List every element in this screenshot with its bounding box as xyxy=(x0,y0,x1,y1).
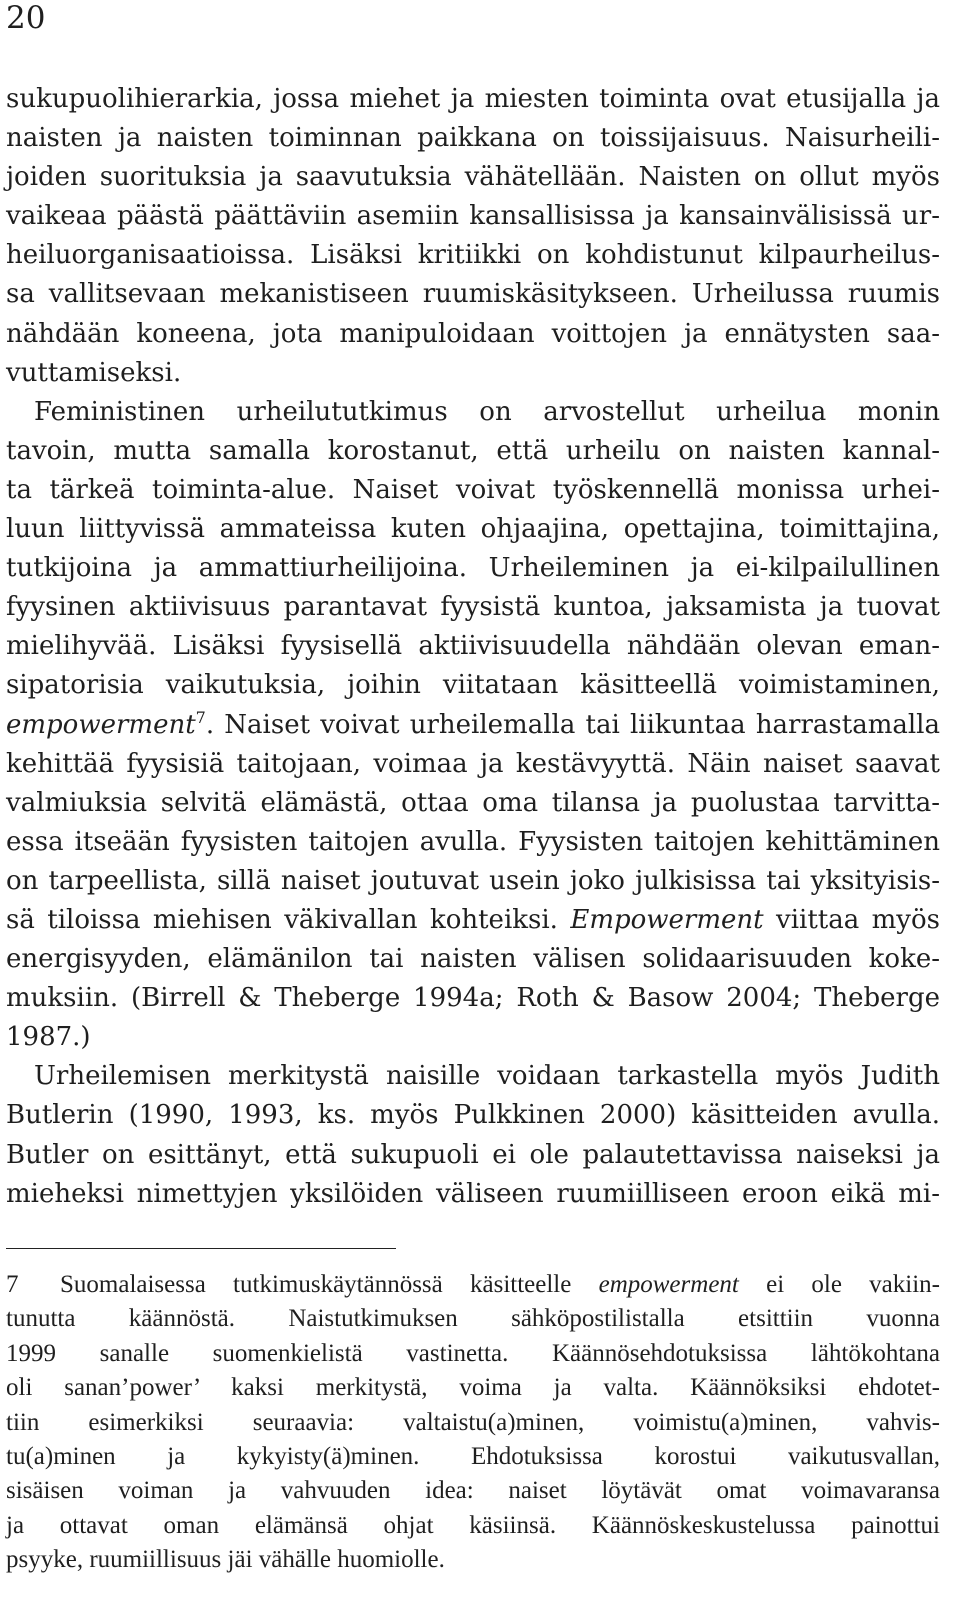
body-line-pre: sä tiloissa miehisen väkivallan kohteiksi. xyxy=(6,904,571,935)
footnote-line: tunutta käännöstä. Naistutkimuksen sähköpostilistalla etsittiin vuonna xyxy=(6,1305,940,1333)
footnote-line xyxy=(6,1268,940,1302)
footnote-line: sisäisen voiman ja vahvuuden idea: naiset löytävät omat voimavaransa xyxy=(6,1477,940,1505)
body-line: mieheksi nimettyjen yksilöiden väliseen ruumiilliseen eroon eikä mi- xyxy=(6,1178,940,1209)
body-line-rest: viittaa myös xyxy=(763,904,940,935)
empowerment-term: empowerment xyxy=(6,709,196,740)
body-line: naisten ja naisten toiminnan paikkana on toissijaisuus. Naisurheili- xyxy=(6,123,940,154)
body-line: valmiuksia selvitä elämästä, ottaa oma tilansa ja puolustaa tarvitta- xyxy=(6,787,940,818)
footnote-line-pre: Suomalaisessa tutkimuskäytännössä käsitteelle xyxy=(60,1271,599,1298)
body-line: heiluorganisaatioissa. Lisäksi kritiikki on kohdistunut kilpaurheilus- xyxy=(6,240,940,271)
body-line: fyysinen aktiivisuus parantavat fyysistä kuntoa, jaksamista ja tuovat xyxy=(6,592,940,623)
footnote xyxy=(6,1268,940,1578)
body-line: mielihyvää. Lisäksi fyysisellä aktiivisuudella nähdään olevan eman- xyxy=(6,631,940,662)
body-line: luun liittyvissä ammateissa kuten ohjaajina, opettajina, toimittajina, xyxy=(6,514,940,545)
body-line: tutkijoina ja ammattiurheilijoina. Urheileminen ja ei-kilpailullinen xyxy=(6,553,940,584)
empowerment-term: empowerment xyxy=(598,1271,739,1298)
body-line-empowerment xyxy=(6,706,940,745)
body-line: energisyyden, elämänilon tai naisten välisen solidaarisuuden koke- xyxy=(6,944,940,975)
body-line: Feministinen urheilututkimus on arvostellut urheilua monin xyxy=(34,396,940,427)
body-line-rest: . Naiset voivat urheilemalla tai liikuntaa harrastamalla xyxy=(205,709,940,740)
body-line: nähdään koneena, jota manipuloidaan voittojen ja ennätysten saa- xyxy=(6,318,940,349)
footnote-line: tu(a)minen ja kykyisty(ä)minen. Ehdotuksissa korostui vaikutusvallan, xyxy=(6,1442,940,1470)
body-line: sukupuolihierarkia, jossa miehet ja miesten toiminta ovat etusijalla ja xyxy=(6,84,940,114)
body-line: kehittää fyysisiä taitojaan, voimaa ja kestävyyttä. Näin naiset saavat xyxy=(6,748,940,779)
footnote-line: psyyke, ruumiillisuus jäi vähälle huomiolle. xyxy=(6,1546,445,1574)
page-number: 20 xyxy=(6,0,46,36)
body-line: tavoin, mutta samalla korostanut, että urheilu on naisten kannal- xyxy=(6,435,940,466)
body-line: vaikeaa päästä päättäviin asemiin kansallisissa ja kansainvälisissä ur- xyxy=(6,201,940,232)
empowerment-term: Empowerment xyxy=(570,904,764,935)
body-line: 1987.) xyxy=(6,1022,91,1053)
body-line: ta tärkeä toiminta-alue. Naiset voivat työskennellä monissa urhei- xyxy=(6,474,940,505)
body-line: Butler on esittänyt, että sukupuoli ei ole palautettavissa naiseksi ja xyxy=(6,1139,940,1170)
footnote-divider xyxy=(6,1248,396,1249)
footnote-line: 1999 sanalle suomenkielistä vastinetta. Käännösehdotuksissa lähtökohtana xyxy=(6,1339,940,1367)
body-line: muksiin. (Birrell & Theberge 1994a; Roth & Basow 2004; Theberge xyxy=(6,983,940,1014)
footnote-ref: 7 xyxy=(195,707,206,727)
footnote-line: ja ottavat oman elämänsä ohjat käsiinsä. Käännöskeskustelussa painottui xyxy=(6,1511,940,1539)
body-line: sa vallitsevaan mekanistiseen ruumiskäsitykseen. Urheilussa ruumis xyxy=(6,279,940,310)
body-line: essa itseään fyysisten taitojen avulla. Fyysisten taitojen kehittäminen xyxy=(6,826,940,857)
body-line: on tarpeellista, sillä naiset joutuvat usein joko julkisissa tai yksityisis- xyxy=(6,865,940,896)
body-line-empowerment-2 xyxy=(6,901,940,940)
body-line: vuttamiseksi. xyxy=(6,357,182,388)
footnote-line-rest: ei ole vakiin- xyxy=(738,1271,940,1298)
footnote-line: oli sanan’power’ kaksi merkitystä, voima ja valta. Käännöksiksi ehdotet- xyxy=(6,1374,940,1402)
body-line: sipatorisia vaikutuksia, joihin viitataan käsitteellä voimistaminen, xyxy=(6,670,940,701)
main-text xyxy=(6,80,940,1214)
body-line: Urheilemisen merkitystä naisille voidaan tarkastella myös Judith xyxy=(34,1061,940,1092)
body-line: Butlerin (1990, 1993, ks. myös Pulkkinen 2000) käsitteiden avulla. xyxy=(6,1100,940,1131)
footnote-marker: 7 xyxy=(6,1271,19,1298)
body-line: joiden suorituksia ja saavutuksia vähätellään. Naisten on ollut myös xyxy=(6,162,940,193)
footnote-line: tiin esimerkiksi seuraavia: valtaistu(a)minen, voimistu(a)minen, vahvis- xyxy=(6,1408,940,1436)
